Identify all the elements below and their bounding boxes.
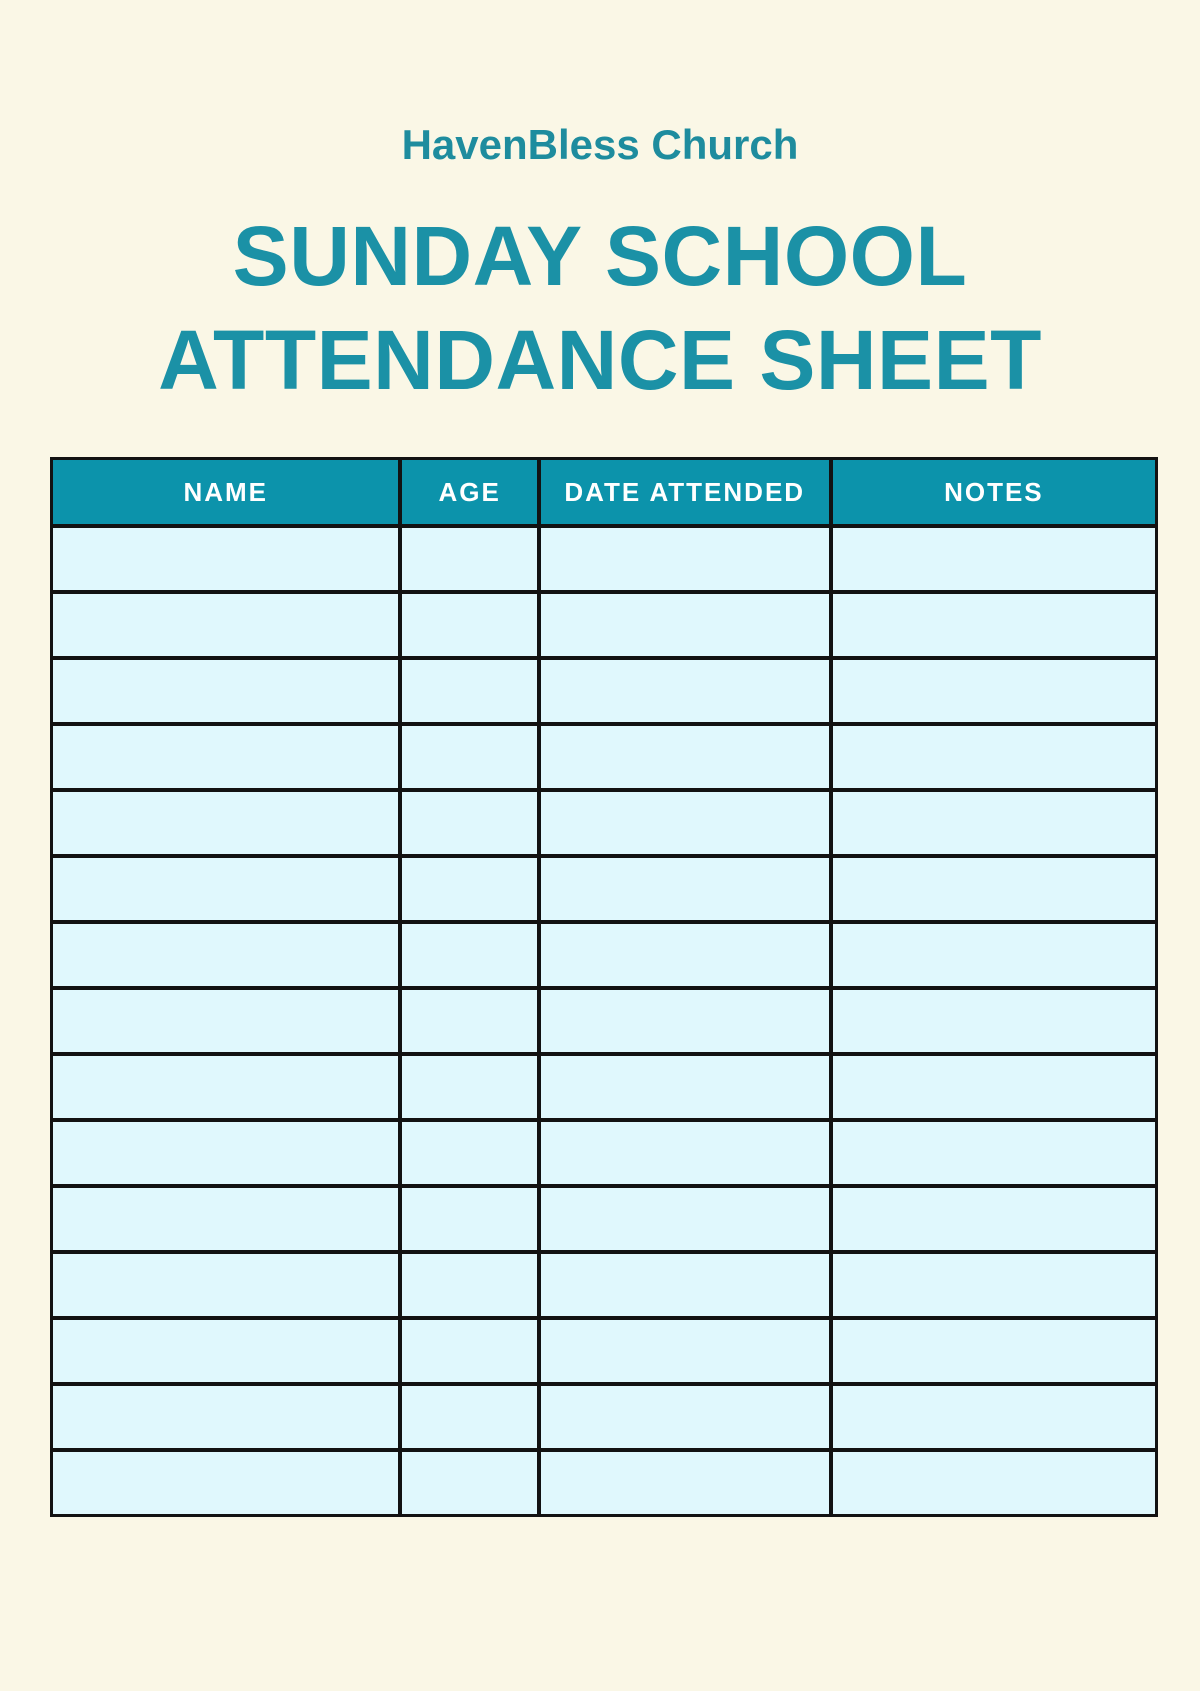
page-title-line-2: ATTENDANCE SHEET bbox=[158, 313, 1042, 407]
table-cell bbox=[539, 658, 831, 724]
table-cell bbox=[539, 1450, 831, 1516]
table-cell bbox=[831, 1450, 1157, 1516]
page-title bbox=[0, 204, 1200, 412]
table-cell bbox=[831, 1186, 1157, 1252]
table-cell bbox=[539, 1318, 831, 1384]
table-row bbox=[51, 790, 1157, 856]
table-cell bbox=[400, 922, 538, 988]
table-cell bbox=[51, 592, 400, 658]
organization-name: HavenBless Church bbox=[401, 121, 799, 168]
table-cell bbox=[400, 1318, 538, 1384]
attendance-table-body bbox=[51, 526, 1157, 1516]
table-cell bbox=[51, 526, 400, 592]
table-cell bbox=[51, 724, 400, 790]
column-header-name: NAME bbox=[51, 458, 400, 526]
table-cell bbox=[51, 1054, 400, 1120]
table-row bbox=[51, 724, 1157, 790]
table-cell bbox=[400, 526, 538, 592]
attendance-table-header bbox=[51, 458, 1157, 526]
table-cell bbox=[400, 1120, 538, 1186]
table-row bbox=[51, 856, 1157, 922]
column-header-date-attended: DATE ATTENDED bbox=[539, 458, 831, 526]
table-cell bbox=[539, 856, 831, 922]
table-cell bbox=[539, 1186, 831, 1252]
table-row bbox=[51, 592, 1157, 658]
table-cell bbox=[400, 1384, 538, 1450]
table-cell bbox=[400, 1054, 538, 1120]
column-header-notes: NOTES bbox=[831, 458, 1157, 526]
table-cell bbox=[831, 1384, 1157, 1450]
table-cell bbox=[831, 658, 1157, 724]
table-cell bbox=[51, 988, 400, 1054]
table-cell bbox=[539, 922, 831, 988]
table-cell bbox=[831, 790, 1157, 856]
table-row bbox=[51, 1318, 1157, 1384]
table-cell bbox=[400, 1186, 538, 1252]
table-cell bbox=[400, 1252, 538, 1318]
table-cell bbox=[831, 1318, 1157, 1384]
table-row bbox=[51, 1450, 1157, 1516]
table-cell bbox=[400, 724, 538, 790]
table-cell bbox=[51, 790, 400, 856]
page-title-line-1: SUNDAY SCHOOL bbox=[232, 209, 968, 303]
table-cell bbox=[400, 658, 538, 724]
table-cell bbox=[400, 592, 538, 658]
table-cell bbox=[831, 988, 1157, 1054]
table-cell bbox=[539, 592, 831, 658]
table-row bbox=[51, 922, 1157, 988]
header-row bbox=[51, 458, 1157, 526]
table-cell bbox=[539, 1054, 831, 1120]
table-cell bbox=[51, 1318, 400, 1384]
table-cell bbox=[539, 1252, 831, 1318]
table-cell bbox=[831, 922, 1157, 988]
table-cell bbox=[831, 856, 1157, 922]
table-cell bbox=[51, 1384, 400, 1450]
table-cell bbox=[51, 856, 400, 922]
table-row bbox=[51, 1120, 1157, 1186]
table-cell bbox=[831, 1252, 1157, 1318]
column-header-age: AGE bbox=[400, 458, 538, 526]
table-cell bbox=[51, 658, 400, 724]
table-cell bbox=[400, 790, 538, 856]
table-cell bbox=[539, 790, 831, 856]
table-row bbox=[51, 1384, 1157, 1450]
table-cell bbox=[539, 526, 831, 592]
table-cell bbox=[51, 1450, 400, 1516]
document-header bbox=[0, 0, 1200, 412]
table-cell bbox=[539, 988, 831, 1054]
table-cell bbox=[539, 724, 831, 790]
attendance-table bbox=[50, 457, 1158, 1517]
table-cell bbox=[831, 724, 1157, 790]
table-row bbox=[51, 1054, 1157, 1120]
table-cell bbox=[539, 1384, 831, 1450]
table-cell bbox=[400, 988, 538, 1054]
table-cell bbox=[51, 922, 400, 988]
table-cell bbox=[539, 1120, 831, 1186]
table-cell bbox=[51, 1186, 400, 1252]
table-cell bbox=[400, 856, 538, 922]
table-cell bbox=[400, 1450, 538, 1516]
table-cell bbox=[51, 1252, 400, 1318]
table-cell bbox=[51, 1120, 400, 1186]
table-cell bbox=[831, 1054, 1157, 1120]
table-row bbox=[51, 1186, 1157, 1252]
table-cell bbox=[831, 526, 1157, 592]
table-row bbox=[51, 988, 1157, 1054]
table-row bbox=[51, 1252, 1157, 1318]
table-row bbox=[51, 658, 1157, 724]
table-cell bbox=[831, 1120, 1157, 1186]
table-row bbox=[51, 526, 1157, 592]
table-cell bbox=[831, 592, 1157, 658]
